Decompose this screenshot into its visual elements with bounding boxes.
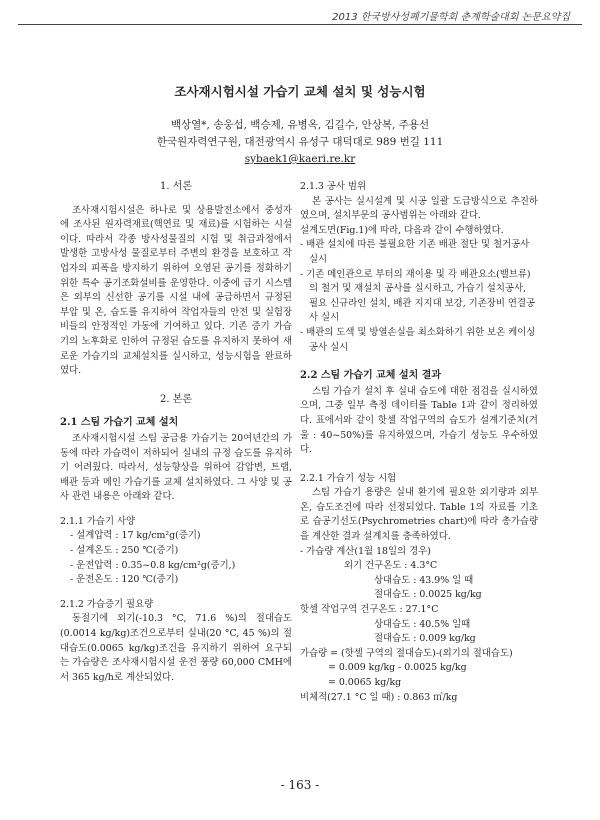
subsection-heading-2-1: 2.1 스팀 가습기 교체 설치 <box>60 417 179 429</box>
calc-line: 절대습도 : 0.0025 kg/kg <box>374 589 482 601</box>
calc-line: = 0.009 kg/kg - 0.0025 kg/kg <box>328 662 467 674</box>
subsection-heading-2-1-1: 2.1.1 가습기 사양 <box>60 515 136 527</box>
calc-line: 핫셀 작업구역 건구온도 : 27.1°C <box>300 604 439 616</box>
right-column <box>300 180 538 705</box>
author-block <box>0 117 600 168</box>
scope-bullet: - 배관 설치에 따른 불필요한 기존 배관 절단 및 철거공사 실시 <box>300 239 530 265</box>
subsection-2-1-paragraph: 조사재시험시설 스팀 공급용 가습기는 20여년간의 가동에 따라 가습력이 저하되어 실내의 규정 습도를 유지하기 어려웠다. 따라서, 성능향상을 위하여 감압변, 트랩, 배관 등과 메인 가습기를 교체 설치하였다. 그 사양 및 공사 관련 내용은 아래와 같다. <box>60 432 292 503</box>
subsection-2-1-3-paragraph: 본 공사는 실시설계 및 시공 일괄 도급방식으로 추진하였으며, 설치부문의 공사범위는 아래와 같다. <box>300 195 538 222</box>
spec-line: - 설계온도 : 250 ℃(증기) <box>70 545 179 557</box>
section-heading-main: 2. 본론 <box>159 393 193 405</box>
calc-line: - 가습량 계산(1월 18일의 경우) <box>300 545 431 557</box>
subsection-2-1-2-paragraph: 동절기에 외기(-10.3 °C, 71.6 %)의 절대습도(0.0014 kg/kg)조건으로부터 실내(20 °C, 45 %)의 절대습도(0.0065 kg/kg)조건을 유지하기 위하여 요구되는 가습량은 조사재시험시설 운전 풍량 60,000 CMH에서 365 kg/h로 계산되었다. <box>60 613 292 683</box>
subsection-heading-2-2: 2.2 스팀 가습기 교체 설치 결과 <box>300 370 442 382</box>
spec-line: - 운전온도 : 120 ℃(증기) <box>70 574 179 586</box>
author-names: 백상열*, 송웅섭, 백승제, 유병옥, 김길수, 안상복, 주용선 <box>170 119 430 131</box>
calc-line: 상대습도 : 43.9% 일 때 <box>374 574 474 586</box>
journal-header: 2013 한국방사성폐기물학회 춘계학술대회 논문요약집 <box>332 12 570 23</box>
author-affiliation: 한국원자력연구원, 대전광역시 유성구 대덕대로 989 번길 111 <box>156 136 444 148</box>
subsection-2-2-1-paragraph: 스팀 가습기 용량은 실내 환기에 필요한 외기량과 외부 온, 습도조건에 따라 선정되었다. Table 1의 자료를 기초로 습공기선도(Psychrometries chart)에 따라 총가습량을 계산한 결과 설계치를 충족하였다. <box>300 487 538 543</box>
section-heading-introduction: 1. 서론 <box>159 181 193 192</box>
intro-paragraph: 조사재시험시설은 하나로 및 상용발전소에서 중성자에 조사된 원자력재료(핵연료 및 재료)를 시험하는 시설이다. 따라서 각종 방사성물질의 시험 및 취급과정에서 발생한 고방사성 물질로부터 주변의 환경을 보호하고 작업자의 피폭을 방지하기 위하여 오염된 공기를 정화하기 위한 특수 공기조화설비를 운영한다. 이중에 급기 시스템은 외부의 신선한 공기를 시설 내에 공급하면서 규정된 부압 및 온, 습도를 유지하여 작업자들의 안전 및 실험장비들의 안정적인 가동에 기여하고 있다. 기존 증기 가습기의 노후화로 인하여 규정된 습도를 유지하지 못하여 새로운 가습기의 교체설치를 실시하고, 성능시험을 완료하였다. <box>60 204 292 377</box>
scope-bullet: - 기존 메인관으로 부터의 재이용 및 각 배관요소(밸브류)의 철거 및 재설치 공사를 실시하고, 가습기 설치공사, 필요 신규라인 설치, 배관 지지대 보강, 기존장비 연결공사 실시 <box>300 268 536 324</box>
calc-line: 외기 건구온도 : 4.3°C <box>344 560 438 572</box>
calc-line: 비체적(27.1 °C 일 때) : 0.863 ㎥/kg <box>300 691 458 703</box>
scope-bullet: - 배관의 도색 및 방열손실을 최소화하기 위한 보온 케이싱공사 실시 <box>300 326 536 353</box>
subsection-heading-2-1-3: 2.1.3 공사 범위 <box>300 181 367 192</box>
calc-line: 상대습도 : 40.5% 일때 <box>374 618 471 630</box>
scope-intro: 설계도면(Fig.1)에 따라, 다음과 같이 수행하였다. <box>300 224 504 236</box>
subsection-2-2-paragraph: 스팀 가습기 설치 후 실내 습도에 대한 점검을 실시하였으며, 그중 일부 측정 데이터를 Table 1과 같이 정리하였다. 표에서와 같이 핫셀 작업구역의 습도가 설계기준치(겨울 : 40~50%)를 유지하였으며, 가습기 성능도 우수하였다. <box>300 385 538 456</box>
spec-line: - 운전압력 : 0.35~0.8 kg/cm²g(증기,) <box>70 559 236 571</box>
subsection-heading-2-1-2: 2.1.2 가습증기 필요량 <box>60 598 154 610</box>
header-rule <box>18 24 582 25</box>
left-column <box>60 180 292 685</box>
page-number: - 163 - <box>280 778 320 792</box>
calc-line: 절대습도 : 0.009 kg/kg <box>374 633 476 645</box>
spec-line: - 설계압력 : 17 kg/cm²g(증기) <box>70 530 201 542</box>
calc-line: = 0.0065 kg/kg <box>328 677 402 688</box>
paper-title: 조사재시험시설 가습기 교체 설치 및 성능시험 <box>174 84 426 99</box>
calc-line: 가습량 = (핫셀 구역의 절대습도)-(외기의 절대습도) <box>300 647 513 659</box>
author-email-link[interactable]: sybaek1@kaeri.re.kr <box>244 153 356 165</box>
subsection-heading-2-2-1: 2.2.1 가습기 성능 시험 <box>300 472 397 484</box>
